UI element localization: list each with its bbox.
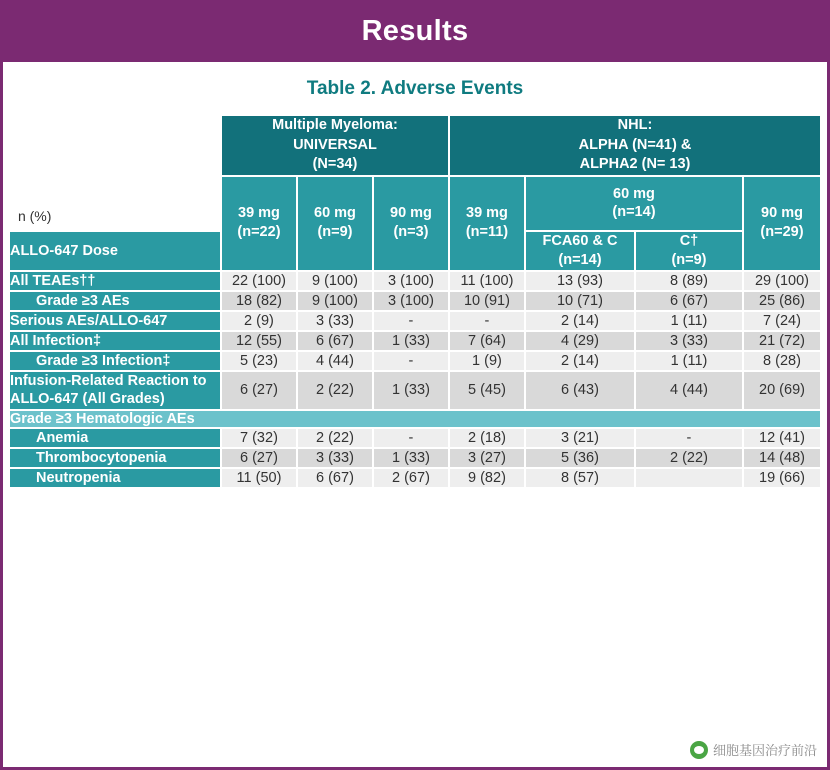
table-cell: 3 (100): [373, 271, 449, 291]
table-row: [9, 311, 821, 331]
table-cell: 9 (82): [449, 468, 525, 488]
table-cell: 1 (11): [635, 351, 743, 371]
col-header-nhl-60-fca60c: FCA60 & C (n=14): [525, 231, 635, 271]
table-cell: 13 (93): [525, 271, 635, 291]
dose-row-label: ALLO-647 Dose: [9, 231, 221, 271]
table-cell: 1 (33): [373, 371, 449, 409]
table-cell: 22 (100): [221, 271, 297, 291]
table-cell: -: [373, 351, 449, 371]
page-title: Results: [3, 3, 827, 62]
table-row: [9, 271, 821, 291]
table-cell: 7 (64): [449, 331, 525, 351]
table-cell: -: [373, 311, 449, 331]
table-cell: 3 (33): [297, 448, 373, 468]
table-cell: 21 (72): [743, 331, 821, 351]
table-row: [9, 468, 821, 488]
table-cell: 8 (28): [743, 351, 821, 371]
col-header-nhl-90: 90 mg (n=29): [743, 176, 821, 271]
table-cell: 2 (22): [297, 371, 373, 409]
table-cell: [635, 468, 743, 488]
table-cell: 5 (45): [449, 371, 525, 409]
table-cell: 29 (100): [743, 271, 821, 291]
table-cell: 2 (22): [297, 428, 373, 448]
row-label: All Infection‡: [9, 331, 221, 351]
group-header-mm: Multiple Myeloma: UNIVERSAL (N=34): [221, 115, 449, 176]
table-cell: 2 (14): [525, 311, 635, 331]
col-header-mm-39: 39 mg (n=22): [221, 176, 297, 271]
row-label: Grade ≥3 Infection‡: [9, 351, 221, 371]
table-cell: -: [635, 428, 743, 448]
table-group-header-row: [9, 115, 821, 176]
table-cell: 3 (100): [373, 291, 449, 311]
row-label: All TEAEs††: [9, 271, 221, 291]
table-cell: 9 (100): [297, 271, 373, 291]
table-cell: 6 (27): [221, 448, 297, 468]
table-row: [9, 331, 821, 351]
table-cell: 5 (36): [525, 448, 635, 468]
table-cell: 8 (57): [525, 468, 635, 488]
wechat-logo-icon: [690, 741, 708, 759]
table-cell: 12 (55): [221, 331, 297, 351]
row-label: Neutropenia: [9, 468, 221, 488]
group-header-nhl: NHL: ALPHA (N=41) & ALPHA2 (N= 13): [449, 115, 821, 176]
n-percent-label: n (%): [17, 208, 52, 224]
table-cell: 1 (33): [373, 331, 449, 351]
row-label: Serious AEs/ALLO-647: [9, 311, 221, 331]
table-cell: 12 (41): [743, 428, 821, 448]
table-cell: 1 (11): [635, 311, 743, 331]
table-row: [9, 291, 821, 311]
table-cell: 2 (67): [373, 468, 449, 488]
table-cell: 19 (66): [743, 468, 821, 488]
n-percent-cell: [9, 115, 221, 231]
table-row: [9, 371, 821, 409]
adverse-events-table: [8, 114, 822, 489]
table-cell: 6 (67): [297, 331, 373, 351]
table-row: [9, 351, 821, 371]
table-cell: 3 (33): [635, 331, 743, 351]
col-header-mm-60: 60 mg (n=9): [297, 176, 373, 271]
table-title: Table 2. Adverse Events: [3, 62, 827, 114]
table-cell: 9 (100): [297, 291, 373, 311]
table-cell: 2 (18): [449, 428, 525, 448]
table-cell: 6 (27): [221, 371, 297, 409]
table-cell: 20 (69): [743, 371, 821, 409]
section-label: Grade ≥3 Hematologic AEs: [9, 410, 821, 428]
col-header-nhl-60: 60 mg (n=14): [525, 176, 743, 231]
watermark: [686, 738, 821, 761]
table-cell: 2 (9): [221, 311, 297, 331]
table-cell: 7 (24): [743, 311, 821, 331]
table-cell: 3 (27): [449, 448, 525, 468]
watermark-text: 细胞基因治疗前沿: [712, 743, 817, 758]
table-cell: 3 (33): [297, 311, 373, 331]
table-row: [9, 428, 821, 448]
table-cell: 6 (67): [635, 291, 743, 311]
table-cell: 6 (67): [297, 468, 373, 488]
table-cell: 2 (22): [635, 448, 743, 468]
table-cell: 4 (29): [525, 331, 635, 351]
table-cell: 8 (89): [635, 271, 743, 291]
col-header-mm-90: 90 mg (n=3): [373, 176, 449, 271]
table-cell: 25 (86): [743, 291, 821, 311]
row-label: Grade ≥3 AEs: [9, 291, 221, 311]
table-cell: 5 (23): [221, 351, 297, 371]
row-label: Infusion-Related Reaction to ALLO-647 (All Grades): [9, 371, 221, 409]
table-cell: 4 (44): [297, 351, 373, 371]
table-section-row: [9, 410, 821, 428]
col-header-nhl-39: 39 mg (n=11): [449, 176, 525, 271]
row-label: Anemia: [9, 428, 221, 448]
table-cell: -: [449, 311, 525, 331]
table-cell: 4 (44): [635, 371, 743, 409]
table-cell: 3 (21): [525, 428, 635, 448]
col-header-nhl-60-c: C† (n=9): [635, 231, 743, 271]
table-cell: -: [373, 428, 449, 448]
table-cell: 1 (9): [449, 351, 525, 371]
row-label: Thrombocytopenia: [9, 448, 221, 468]
table-cell: 11 (50): [221, 468, 297, 488]
table-cell: 10 (71): [525, 291, 635, 311]
table-cell: 14 (48): [743, 448, 821, 468]
table-cell: 1 (33): [373, 448, 449, 468]
table-cell: 6 (43): [525, 371, 635, 409]
table-cell: 11 (100): [449, 271, 525, 291]
table-cell: 7 (32): [221, 428, 297, 448]
table-cell: 10 (91): [449, 291, 525, 311]
table-row: [9, 448, 821, 468]
table-cell: 18 (82): [221, 291, 297, 311]
table-cell: 2 (14): [525, 351, 635, 371]
